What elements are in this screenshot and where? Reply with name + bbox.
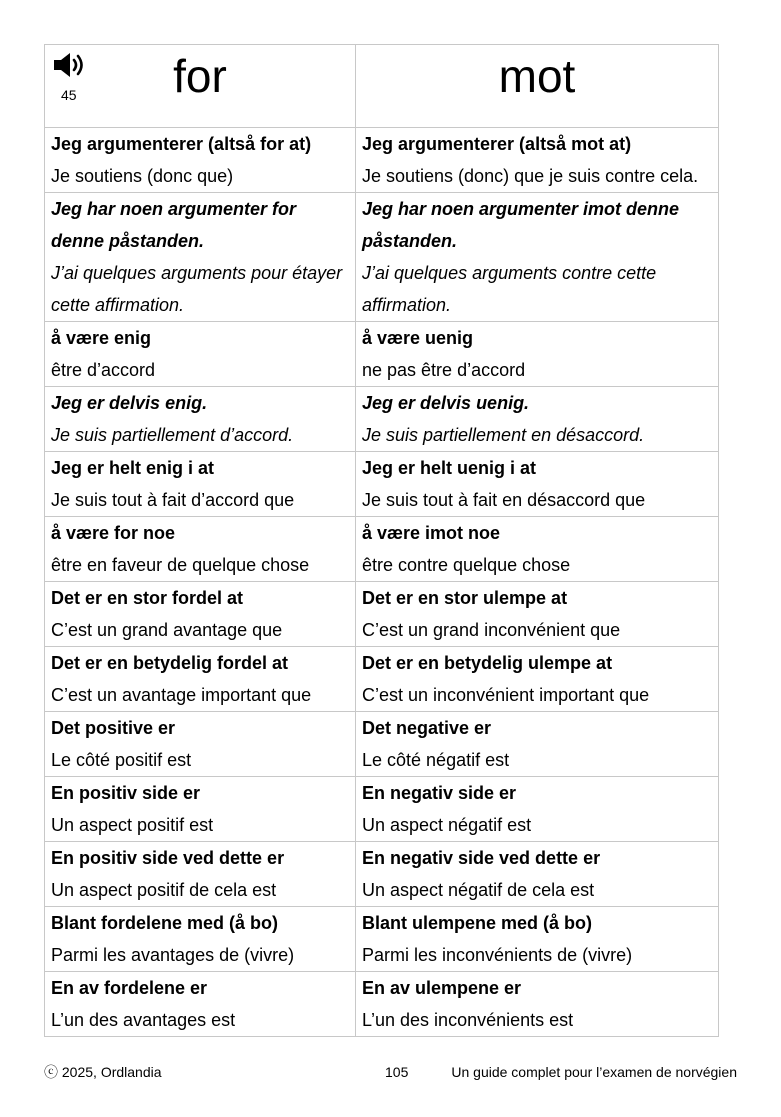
copyright-text: ⓒ 2025, Ordlandia — [44, 1064, 162, 1080]
header-word-for: for — [173, 50, 227, 102]
table-row — [45, 128, 719, 193]
french-translation: C’est un inconvénient important que — [362, 685, 650, 705]
norwegian-phrase: Det er en betydelig fordel at — [51, 653, 289, 673]
norwegian-phrase: å være imot noe — [362, 523, 501, 543]
left-cell — [45, 517, 356, 582]
left-cell — [45, 322, 356, 387]
french-translation: Un aspect négatif est — [362, 815, 532, 835]
french-translation: ne pas être d’accord — [362, 360, 526, 380]
audio-track-number: 45 — [61, 87, 77, 103]
right-cell — [356, 582, 719, 647]
table-row — [45, 387, 719, 452]
guide-title: Un guide complet pour l’examen de norvégien — [451, 1064, 737, 1080]
left-cell — [45, 777, 356, 842]
french-translation: J’ai quelques arguments pour étayer cette affirmation. — [51, 263, 343, 315]
table-header-row — [45, 45, 719, 128]
french-translation: Je suis partiellement d’accord. — [51, 425, 294, 445]
french-translation: Je soutiens (donc que) — [51, 166, 234, 186]
right-cell — [356, 907, 719, 972]
right-cell — [356, 128, 719, 193]
norwegian-phrase: En positiv side ved dette er — [51, 848, 285, 868]
right-cell — [356, 647, 719, 712]
table-row — [45, 842, 719, 907]
table-row — [45, 452, 719, 517]
norwegian-phrase: Jeg er delvis enig. — [51, 393, 208, 413]
french-translation: C’est un grand inconvénient que — [362, 620, 621, 640]
french-translation: être d’accord — [51, 360, 156, 380]
table-row — [45, 907, 719, 972]
table-row — [45, 517, 719, 582]
norwegian-phrase: Blant ulempene med (å bo) — [362, 913, 593, 933]
french-translation: Parmi les inconvénients de (vivre) — [362, 945, 633, 965]
right-cell — [356, 777, 719, 842]
french-translation: L’un des avantages est — [51, 1010, 236, 1030]
norwegian-phrase: En negativ side er — [362, 783, 517, 803]
speaker-icon[interactable] — [52, 52, 86, 78]
left-cell — [45, 907, 356, 972]
french-translation: Le côté négatif est — [362, 750, 510, 770]
norwegian-phrase: En av fordelene er — [51, 978, 208, 998]
page-footer — [0, 1063, 781, 1081]
norwegian-phrase: å være uenig — [362, 328, 474, 348]
norwegian-phrase: Blant fordelene med (å bo) — [51, 913, 279, 933]
page-number: 105 — [385, 1064, 409, 1080]
table-row — [45, 647, 719, 712]
right-cell — [356, 193, 719, 322]
left-cell — [45, 842, 356, 907]
norwegian-phrase: Jeg har noen argumenter imot denne påstanden. — [362, 199, 680, 251]
header-cell-mot — [356, 45, 719, 128]
french-translation: L’un des inconvénients est — [362, 1010, 574, 1030]
left-cell — [45, 193, 356, 322]
left-cell — [45, 452, 356, 517]
french-translation: être en faveur de quelque chose — [51, 555, 310, 575]
norwegian-phrase: Jeg er helt uenig i at — [362, 458, 537, 478]
norwegian-phrase: Det er en stor fordel at — [51, 588, 244, 608]
french-translation: J’ai quelques arguments contre cette affirmation. — [362, 263, 657, 315]
norwegian-phrase: å være for noe — [51, 523, 176, 543]
norwegian-phrase: Jeg argumenterer (altså mot at) — [362, 134, 632, 154]
vocabulary-table — [44, 44, 719, 1037]
left-cell — [45, 972, 356, 1037]
norwegian-phrase: Jeg er helt enig i at — [51, 458, 215, 478]
right-cell — [356, 712, 719, 777]
french-translation: être contre quelque chose — [362, 555, 571, 575]
norwegian-phrase: En av ulempene er — [362, 978, 522, 998]
norwegian-phrase: En negativ side ved dette er — [362, 848, 601, 868]
table-row — [45, 582, 719, 647]
right-cell — [356, 972, 719, 1037]
norwegian-phrase: Det negative er — [362, 718, 492, 738]
norwegian-phrase: Det positive er — [51, 718, 176, 738]
right-cell — [356, 842, 719, 907]
french-translation: Un aspect négatif de cela est — [362, 880, 595, 900]
french-translation: Un aspect positif de cela est — [51, 880, 277, 900]
french-translation: Je soutiens (donc) que je suis contre cela. — [362, 166, 699, 186]
french-translation: C’est un avantage important que — [51, 685, 312, 705]
norwegian-phrase: Jeg har noen argumenter for denne påstanden. — [51, 199, 297, 251]
norwegian-phrase: Det er en betydelig ulempe at — [362, 653, 613, 673]
norwegian-phrase: En positiv side er — [51, 783, 201, 803]
french-translation: Je suis tout à fait en désaccord que — [362, 490, 646, 510]
right-cell — [356, 452, 719, 517]
header-cell-for — [45, 45, 356, 128]
table-row — [45, 972, 719, 1037]
left-cell — [45, 647, 356, 712]
right-cell — [356, 517, 719, 582]
french-translation: Je suis partiellement en désaccord. — [362, 425, 645, 445]
french-translation: C’est un grand avantage que — [51, 620, 283, 640]
norwegian-phrase: å være enig — [51, 328, 152, 348]
left-cell — [45, 387, 356, 452]
french-translation: Parmi les avantages de (vivre) — [51, 945, 295, 965]
right-cell — [356, 387, 719, 452]
table-row — [45, 777, 719, 842]
french-translation: Le côté positif est — [51, 750, 192, 770]
left-cell — [45, 582, 356, 647]
norwegian-phrase: Det er en stor ulempe at — [362, 588, 568, 608]
left-cell — [45, 128, 356, 193]
header-word-mot: mot — [498, 50, 576, 102]
table-row — [45, 712, 719, 777]
norwegian-phrase: Jeg er delvis uenig. — [362, 393, 530, 413]
french-translation: Je suis tout à fait d’accord que — [51, 490, 295, 510]
right-cell — [356, 322, 719, 387]
table-row — [45, 322, 719, 387]
french-translation: Un aspect positif est — [51, 815, 214, 835]
left-cell — [45, 712, 356, 777]
norwegian-phrase: Jeg argumenterer (altså for at) — [51, 134, 312, 154]
table-row — [45, 193, 719, 322]
